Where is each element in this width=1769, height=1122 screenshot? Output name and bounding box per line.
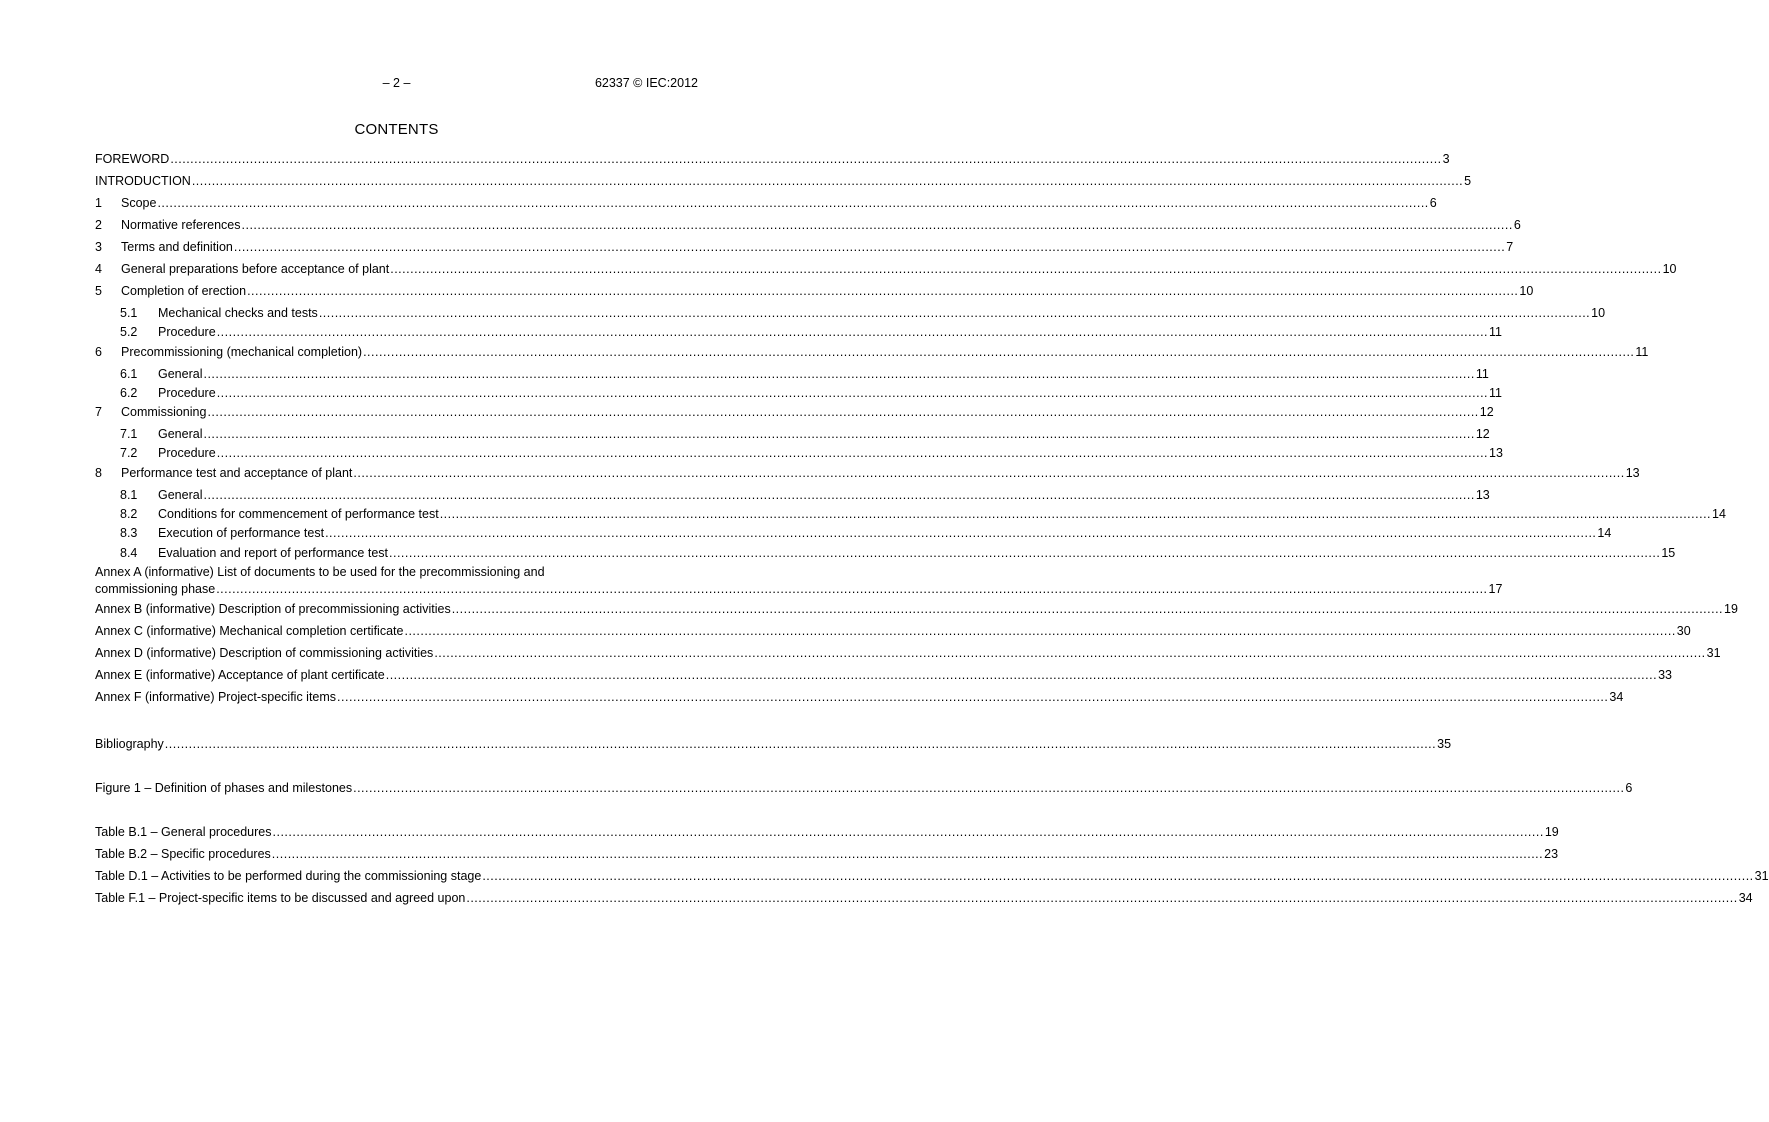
toc-entry-7-2[interactable] bbox=[120, 445, 1503, 461]
toc-entry-text: Execution of performance test bbox=[158, 526, 325, 540]
toc-entry-6-1[interactable] bbox=[120, 366, 1489, 382]
dot-leader bbox=[203, 426, 1474, 442]
toc-annex-d[interactable] bbox=[95, 645, 1721, 661]
toc-annex-c[interactable] bbox=[95, 623, 1691, 639]
toc-section-number: 8.4 bbox=[120, 546, 138, 560]
toc-annex-b[interactable] bbox=[95, 601, 1738, 617]
toc-table-d1[interactable] bbox=[95, 868, 1769, 884]
toc-section-number: 7.2 bbox=[120, 446, 138, 460]
toc-entry-6-2[interactable] bbox=[120, 385, 1502, 401]
toc-section-number: 6 bbox=[95, 345, 102, 359]
toc-entry-5-1[interactable] bbox=[120, 305, 1606, 321]
toc-entry-text: Annex F (informative) Project-specific items bbox=[95, 690, 337, 704]
toc-page-number: 19 bbox=[1544, 825, 1559, 839]
dot-leader bbox=[434, 645, 1705, 661]
toc-annex-a-line1[interactable]: Annex A (informative) List of documents to be used for the precommissioning and bbox=[95, 565, 545, 579]
toc-entry-text: Figure 1 – Definition of phases and milestones bbox=[95, 781, 353, 795]
toc-entry-text: Annex B (informative) Description of precommissioning activities bbox=[95, 602, 451, 616]
dot-leader bbox=[337, 689, 1608, 705]
toc-section-number: 8.2 bbox=[120, 507, 138, 521]
toc-section-number: 7 bbox=[95, 405, 102, 419]
dot-leader bbox=[390, 261, 1661, 277]
toc-page-number: 10 bbox=[1519, 284, 1534, 298]
dot-leader bbox=[157, 195, 1428, 211]
toc-page-number: 6 bbox=[1429, 196, 1437, 210]
toc-entry-2[interactable] bbox=[95, 217, 1521, 233]
toc-section-number: 6.1 bbox=[120, 367, 138, 381]
toc-entry-8-4[interactable] bbox=[120, 545, 1676, 561]
toc-page-number: 35 bbox=[1437, 737, 1452, 751]
toc-section-number: 3 bbox=[95, 240, 102, 254]
dot-leader bbox=[325, 525, 1596, 541]
dot-leader bbox=[217, 445, 1488, 461]
dot-leader bbox=[386, 667, 1657, 683]
toc-entry-8[interactable] bbox=[95, 465, 1640, 481]
toc-annex-a[interactable] bbox=[95, 581, 1503, 597]
toc-page-number: 13 bbox=[1489, 446, 1503, 460]
toc-annex-e[interactable] bbox=[95, 667, 1672, 683]
contents-title: CONTENTS bbox=[354, 121, 439, 138]
dot-leader bbox=[273, 824, 1544, 840]
dot-leader bbox=[319, 305, 1590, 321]
toc-entry-6[interactable] bbox=[95, 344, 1649, 360]
toc-page-number: 15 bbox=[1661, 546, 1676, 560]
toc-page-number: 13 bbox=[1625, 466, 1640, 480]
dot-leader bbox=[242, 217, 1513, 233]
dot-leader bbox=[192, 173, 1463, 189]
toc-table-b1[interactable] bbox=[95, 824, 1559, 840]
toc-entry-3[interactable] bbox=[95, 239, 1514, 255]
toc-entry-text: Table D.1 – Activities to be performed during the commissioning stage bbox=[95, 869, 482, 883]
toc-entry-text: General bbox=[158, 367, 203, 381]
dot-leader bbox=[440, 506, 1711, 522]
toc-entry-4[interactable] bbox=[95, 261, 1677, 277]
toc-entry-1[interactable] bbox=[95, 195, 1437, 211]
toc-table-f1[interactable] bbox=[95, 890, 1753, 906]
toc-page-number: 11 bbox=[1489, 325, 1502, 339]
dot-leader bbox=[170, 151, 1441, 167]
toc-entry-8-3[interactable] bbox=[120, 525, 1612, 541]
toc-page-number: 13 bbox=[1475, 488, 1490, 502]
toc-entry-text: Normative references bbox=[121, 218, 241, 232]
toc-page-number: 14 bbox=[1712, 507, 1726, 521]
toc-section-number: 4 bbox=[95, 262, 102, 276]
toc-section-number: 8 bbox=[95, 466, 102, 480]
document-reference: 62337 © IEC:2012 bbox=[594, 76, 698, 90]
toc-entry-7-1[interactable] bbox=[120, 426, 1490, 442]
toc-annex-f[interactable] bbox=[95, 689, 1624, 705]
dot-leader bbox=[217, 324, 1488, 340]
toc-page-number: 11 bbox=[1475, 367, 1489, 381]
dot-leader bbox=[466, 890, 1737, 906]
toc-entry-8-2[interactable] bbox=[120, 506, 1726, 522]
toc-page-number: 10 bbox=[1591, 306, 1606, 320]
toc-page-number: 7 bbox=[1506, 240, 1514, 254]
dot-leader bbox=[165, 736, 1436, 752]
toc-entry-text: Mechanical checks and tests bbox=[158, 306, 318, 320]
toc-entry-text: Terms and definition bbox=[121, 240, 233, 254]
toc-section-number: 8.1 bbox=[120, 488, 138, 502]
page-number: – 2 – bbox=[382, 76, 411, 90]
dot-leader bbox=[207, 404, 1478, 420]
toc-section-number: 8.3 bbox=[120, 526, 138, 540]
toc-entry-text: Completion of erection bbox=[121, 284, 247, 298]
toc-page-number: 10 bbox=[1662, 262, 1677, 276]
toc-section-number: 5.2 bbox=[120, 325, 138, 339]
toc-entry-text: INTRODUCTION bbox=[95, 174, 191, 188]
toc-entry-text: Annex E (informative) Acceptance of plant certificate bbox=[95, 668, 385, 682]
toc-bibliography[interactable] bbox=[95, 736, 1452, 752]
toc-page-number: 19 bbox=[1724, 602, 1738, 616]
dot-leader bbox=[404, 623, 1675, 639]
toc-page-number: 11 bbox=[1635, 345, 1649, 359]
toc-page-number: 5 bbox=[1464, 174, 1472, 188]
toc-page-number: 30 bbox=[1676, 624, 1691, 638]
toc-entry-text: Commissioning bbox=[121, 405, 207, 419]
toc-entry-8-1[interactable] bbox=[120, 487, 1490, 503]
toc-entry-text: General bbox=[158, 488, 203, 502]
toc-entry-text: Table B.1 – General procedures bbox=[95, 825, 272, 839]
dot-leader bbox=[389, 545, 1660, 561]
toc-page-number: 31 bbox=[1754, 869, 1769, 883]
toc-table-b2[interactable] bbox=[95, 846, 1559, 862]
toc-page-number: 3 bbox=[1442, 152, 1450, 166]
dot-leader bbox=[272, 846, 1543, 862]
page-header bbox=[0, 76, 793, 92]
toc-entry-introduction[interactable] bbox=[95, 173, 1472, 189]
toc-entry-text: Bibliography bbox=[95, 737, 164, 751]
dot-leader bbox=[482, 868, 1753, 884]
toc-page-number: 34 bbox=[1609, 690, 1624, 704]
toc-entry-text: Procedure bbox=[158, 446, 216, 460]
toc-entry-5[interactable] bbox=[95, 283, 1534, 299]
toc-entry-text: FOREWORD bbox=[95, 152, 170, 166]
toc-entry-text: Annex D (informative) Description of commissioning activities bbox=[95, 646, 434, 660]
toc-page-number: 11 bbox=[1489, 386, 1502, 400]
toc-figure-1[interactable] bbox=[95, 780, 1633, 796]
toc-entry-text: Procedure bbox=[158, 325, 216, 339]
toc-section-number: 7.1 bbox=[120, 427, 138, 441]
toc-section-number: 6.2 bbox=[120, 386, 138, 400]
dot-leader bbox=[353, 780, 1624, 796]
toc-page-number: 34 bbox=[1738, 891, 1753, 905]
toc-entry-text: commissioning phase bbox=[95, 582, 216, 596]
dot-leader bbox=[452, 601, 1723, 617]
toc-section-number: 5 bbox=[95, 284, 102, 298]
toc-entry-foreword[interactable] bbox=[95, 151, 1450, 167]
dot-leader bbox=[203, 487, 1474, 503]
toc-entry-text: Table F.1 – Project-specific items to be discussed and agreed upon bbox=[95, 891, 466, 905]
toc-entry-text: Annex C (informative) Mechanical completion certificate bbox=[95, 624, 404, 638]
dot-leader bbox=[353, 465, 1624, 481]
dot-leader bbox=[216, 581, 1487, 597]
toc-page-number: 14 bbox=[1597, 526, 1612, 540]
toc-page-number: 12 bbox=[1475, 427, 1490, 441]
toc-entry-text: Table B.2 – Specific procedures bbox=[95, 847, 271, 861]
toc-section-number: 5.1 bbox=[120, 306, 138, 320]
toc-entry-text: Scope bbox=[121, 196, 157, 210]
dot-leader bbox=[363, 344, 1634, 360]
toc-entry-7[interactable] bbox=[95, 404, 1494, 420]
toc-page-number: 6 bbox=[1513, 218, 1521, 232]
toc-page-number: 31 bbox=[1706, 646, 1721, 660]
toc-page-number: 12 bbox=[1479, 405, 1494, 419]
dot-leader bbox=[247, 283, 1518, 299]
toc-page-number: 23 bbox=[1544, 847, 1559, 861]
dot-leader bbox=[234, 239, 1505, 255]
toc-entry-text: Procedure bbox=[158, 386, 216, 400]
toc-entry-text: Conditions for commencement of performance test bbox=[158, 507, 439, 521]
toc-page-number: 17 bbox=[1488, 582, 1503, 596]
toc-entry-text: General bbox=[158, 427, 203, 441]
toc-section-number: 1 bbox=[95, 196, 102, 210]
toc-entry-text: Precommissioning (mechanical completion) bbox=[121, 345, 363, 359]
toc-entry-text: General preparations before acceptance of plant bbox=[121, 262, 390, 276]
toc-entry-5-2[interactable] bbox=[120, 324, 1502, 340]
toc-page-number: 33 bbox=[1658, 668, 1672, 682]
toc-section-number: 2 bbox=[95, 218, 102, 232]
toc-page-number: 6 bbox=[1625, 781, 1633, 795]
toc-entry-text: Evaluation and report of performance test bbox=[158, 546, 388, 560]
dot-leader bbox=[217, 385, 1488, 401]
toc-entry-text: Performance test and acceptance of plant bbox=[121, 466, 353, 480]
dot-leader bbox=[203, 366, 1474, 382]
